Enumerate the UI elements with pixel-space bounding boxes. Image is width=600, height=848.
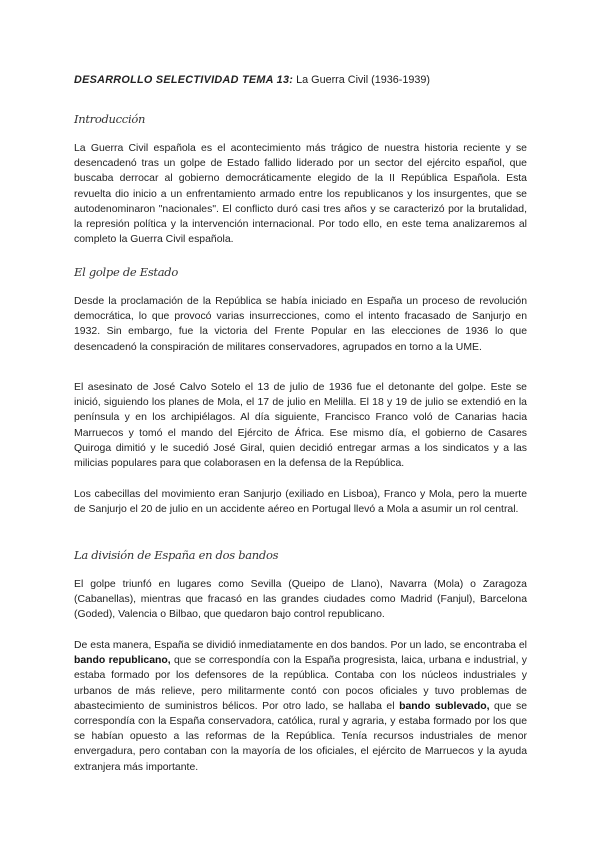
paragraph-text: que se correspondía con la España conservadora, católica, rural y agraria, y estaba formado por los que se habían opuesto a las reformas de la República. Tenía recursos industriales de menor envergadura, pero contaban con la mayoría de los oficiales, el ejército de Marruecos y la ayuda extranjera más importante. [74, 700, 527, 773]
document-title-topic: DESARROLLO SELECTIVIDAD TEMA 13: [74, 74, 294, 86]
paragraph-division-1: El golpe triunfó en lugares como Sevilla (Queipo de Llano), Navarra (Mola) o Zaragoza (Cabanellas), mientras que fracasó en las grandes ciudades como Madrid (Fanjul), Barcelona (Goded), Valencia o Bilbao, que quedaron bajo control republicano. [74, 579, 527, 621]
paragraph-golpe-2: El asesinato de José Calvo Sotelo el 13 de julio de 1936 fue el detonante del golpe. Este se inició, siguiendo los planes de Mola, el 17 de julio en Melilla. El 18 y 19 de julio se extendió en la península y en los archipiélagos. Al día siguiente, Francisco Franco voló de Canarias hacia Marruecos y tomó el mando del Ejército de África. Ese mismo día, el gobierno de Casares Quiroga dimitió y le sucedió José Giral, quien decidió entregar armas a los sindicatos y a las milicias populares para que colaborasen en la defensa de la República. [74, 382, 527, 470]
paragraph-division-2 [74, 638, 527, 775]
bold-term-bando-sublevado: bando sublevado, [399, 700, 490, 712]
document-title-subject: La Guerra Civil (1936-1939) [296, 74, 430, 86]
paragraph-text: De esta manera, España se dividió inmediatamente en dos bandos. Por un lado, se encontraba el [74, 640, 527, 651]
bold-term-bando-republicano: bando republicano, [74, 655, 171, 667]
section-heading-division: La división de España en dos bandos [74, 548, 279, 562]
section-heading-golpe-de-estado: El golpe de Estado [74, 265, 178, 279]
paragraph-text: que se correspondía con la España progresista, laica, urbana e industrial, y estaba formado por los defensores de la república. Contaba con los núcleos industriales y urbanos de más relieve, pero militarmente contó con pocos oficiales y tuvo problemas de abastecimiento de suministros bélicos. Por otro lado, se hallaba el [74, 655, 527, 712]
document-title [74, 74, 544, 86]
paragraph-golpe-3: Los cabecillas del movimiento eran Sanjurjo (exiliado en Lisboa), Franco y Mola, pero la muerte de Sanjurjo el 20 de julio en un accidente aéreo en Portugal llevó a Mola a asumir un rol central. [74, 489, 527, 516]
section-heading-introduccion: Introducción [74, 112, 146, 126]
paragraph-golpe-1: Desde la proclamación de la República se había iniciado en España un proceso de revolución democrática, lo que provocó varias insurrecciones, como el intento fracasado de Sanjurjo en 1932. Sin embargo, fue la victoria del Frente Popular en las elecciones de 1936 lo que desencadenó la conspiración de militares conservadores, agrupados en torno a la UME. [74, 296, 527, 353]
paragraph-introduccion: La Guerra Civil española es el acontecimiento más trágico de nuestra historia reciente y se desencadenó tras un golpe de Estado fallido liderado por un sector del ejército español, que buscaba derrocar al gobierno democráticamente elegido de la II República Española. Esta revuelta dio inicio a un enfrentamiento armado entre los republicanos y los insurgentes, que se autodenominaron "nacionales". El conflicto duró casi tres años y se caracterizó por la brutalidad, la represión política y la intervención internacional. Por todo ello, en este tema analizaremos al completo la Guerra Civil española. [74, 143, 527, 246]
